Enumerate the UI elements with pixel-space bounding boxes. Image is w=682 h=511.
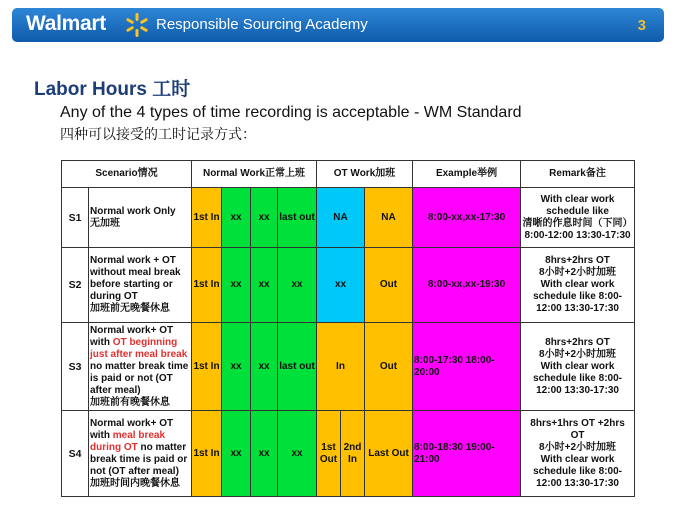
academy-name: Responsible Sourcing Academy (156, 16, 368, 33)
remark-line: With clear work schedule like 8:00-12:00 13:30-17:30 (533, 453, 622, 489)
scenario-text: Normal work+ OT with OT beginning just after meal break no matter break time is paid or not (OT after meal) (90, 324, 189, 396)
ot-first-out: 1st Out (317, 411, 341, 497)
header-normal-work: Normal Work正常上班 (192, 161, 317, 188)
normal-first-in: 1st In (192, 411, 222, 497)
remark-line: With clear work schedule like (540, 193, 615, 217)
ot-in: NA (317, 188, 365, 248)
row-id: S1 (62, 188, 89, 248)
ot-out: NA (365, 188, 413, 248)
ot-out: Out (365, 323, 413, 411)
scenario-text: Normal work+ OT with meal break during OT no matter break time is paid or not (OT after meal) (90, 417, 188, 477)
remark-line-zh: 8小时+2小时加班 (539, 441, 617, 453)
header-remark: Remark备注 (521, 161, 635, 188)
remark-line: 8hrs+2hrs OT (545, 255, 610, 266)
scenario-cell (89, 248, 192, 323)
normal-first-in: 1st In (192, 248, 222, 323)
normal-xx: xx (278, 248, 317, 323)
normal-last-out: last out (278, 188, 317, 248)
subtitle-chinese: 四种可以接受的工时记录方式： (60, 127, 256, 143)
scenario-cell (89, 188, 192, 248)
normal-xx: xx (278, 411, 317, 497)
remark-line: With clear work schedule like 8:00-12:00 13:30-17:30 (533, 279, 622, 314)
remark-cell (521, 248, 635, 323)
ot-last-out: Last Out (365, 411, 413, 497)
normal-first-in: 1st In (192, 188, 222, 248)
scenario-text: Normal work + OT without meal break before starting or during OT (90, 255, 181, 302)
normal-xx: xx (251, 248, 278, 323)
remark-line: 8:00-12:00 13:30-17:30 (524, 229, 631, 241)
row-id: S2 (62, 248, 89, 323)
ot-out: Out (365, 248, 413, 323)
normal-last-out: last out (278, 323, 317, 411)
walmart-spark-icon (124, 12, 150, 38)
remark-line-zh: 8小时+2小时加班 (539, 348, 617, 360)
table-row (62, 188, 635, 248)
walmart-logo: Walmart (26, 12, 106, 35)
header-example: Example举例 (413, 161, 521, 188)
scenario-cell (89, 323, 192, 411)
scenario-text-zh: 无加班 (90, 217, 120, 229)
scenario-text-zh: 加班前无晚餐休息 (90, 303, 170, 314)
page-title: Labor Hours 工时 (34, 79, 191, 100)
scenario-text-zh: 加班时间内晚餐休息 (90, 477, 180, 489)
table-row (62, 248, 635, 323)
example-cell: 8:00-18:30 19:00-21:00 (413, 411, 521, 497)
row-id: S3 (62, 323, 89, 411)
scenario-highlight: meal break during OT (90, 429, 166, 453)
normal-xx: xx (251, 323, 278, 411)
header-ot-work: OT Work加班 (317, 161, 413, 188)
normal-xx: xx (251, 411, 278, 497)
scenario-highlight: OT beginning just after meal break (90, 336, 188, 360)
example-cell: 8:00-17:30 18:00-20:00 (413, 323, 521, 411)
scenario-text-zh: 加班前有晚餐休息 (90, 396, 170, 408)
normal-first-in: 1st In (192, 323, 222, 411)
example-cell: 8:00-xx,xx-19:30 (413, 248, 521, 323)
remark-cell (521, 411, 635, 497)
remark-line: With clear work schedule like 8:00-12:00 13:30-17:30 (533, 360, 622, 396)
example-cell: 8:00-xx,xx-17:30 (413, 188, 521, 248)
header-bar (12, 8, 664, 42)
normal-xx: xx (222, 188, 251, 248)
header-scenario: Scenario情况 (62, 161, 192, 188)
remark-line-zh: 清晰的作息时间（下同） (522, 217, 633, 229)
normal-xx: xx (251, 188, 278, 248)
scenario-text: Normal work Only (90, 205, 176, 217)
remark-cell (521, 188, 635, 248)
ot-in: xx (317, 248, 365, 323)
remark-line: 8hrs+2hrs OT (545, 336, 610, 348)
table-header-row (62, 161, 635, 188)
remark-line-zh: 8小时+2小时加班 (539, 267, 617, 278)
scenario-cell (89, 411, 192, 497)
table-row (62, 411, 635, 497)
subtitle-english: Any of the 4 types of time recording is acceptable - WM Standard (60, 104, 522, 121)
normal-xx: xx (222, 248, 251, 323)
ot-in: In (317, 323, 365, 411)
ot-second-in: 2nd In (341, 411, 365, 497)
remark-cell (521, 323, 635, 411)
normal-xx: xx (222, 323, 251, 411)
labor-hours-table (61, 160, 635, 497)
remark-line: 8hrs+1hrs OT +2hrs OT (530, 417, 625, 441)
page-number: 3 (637, 17, 646, 34)
row-id: S4 (62, 411, 89, 497)
table-row (62, 323, 635, 411)
normal-xx: xx (222, 411, 251, 497)
